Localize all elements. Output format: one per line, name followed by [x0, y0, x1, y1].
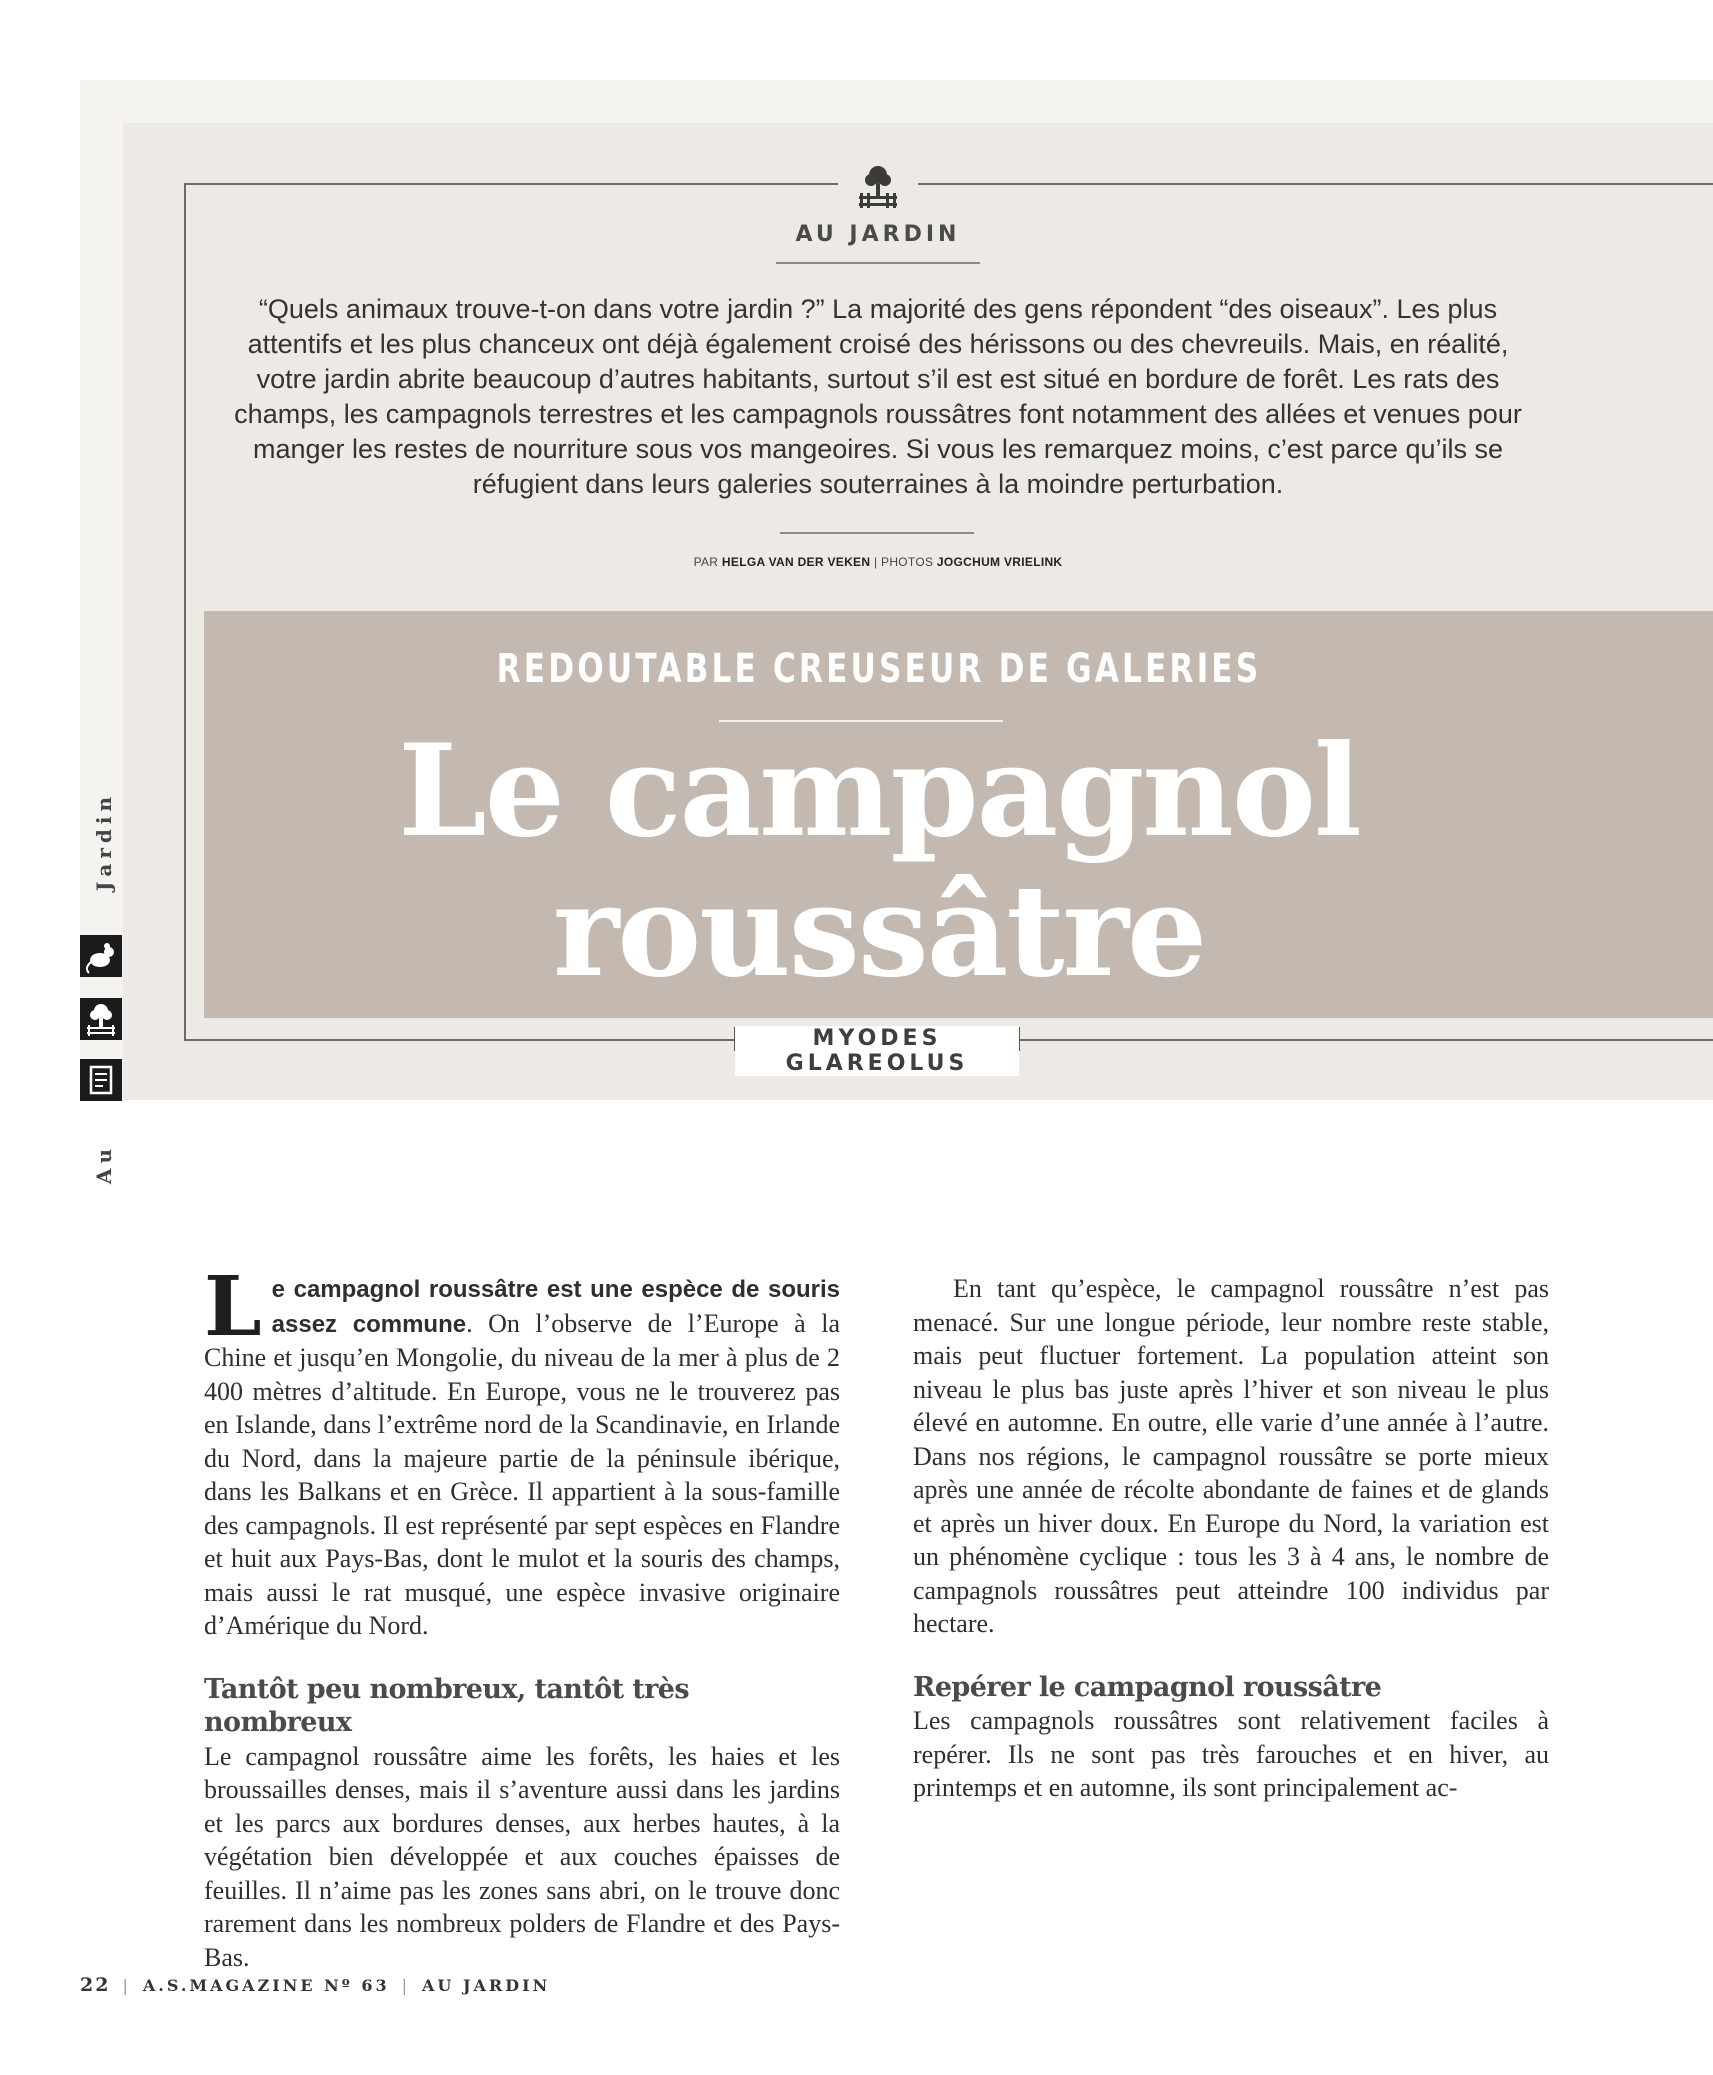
credits-by-label: PAR	[693, 555, 719, 569]
author-name: HELGA VAN DER VEKEN	[721, 555, 871, 569]
page-footer	[80, 1974, 550, 1996]
article-paragraph-3: En tant qu’espèce, le campagnol roussâtre n’est pas menacé. Sur une longue période, leur nombre reste stable, mais peut fluctuer fortement. La population atteint son niveau le plus bas juste après l’hiver et son niveau le plus élevé en automne. En outre, elle varie d’une année à l’autre. Dans nos régions, le campagnol roussâtre se porte mieux après une année de récolte abondante de faines et de glands et après un hiver doux. En Europe du Nord, la variation est un phénomène cyclique : tous les 3 à 4 ans, le nombre de campagnols roussâtres peut atteindre 100 individus par hectare.	[913, 1274, 1549, 1638]
article-subheading-1: Tantôt peu nombreux, tantôt très nombreux	[204, 1673, 689, 1738]
credits-separator: |	[873, 555, 878, 569]
article-title-line-1: Le campagnol	[398, 717, 1360, 865]
article-column-right	[913, 1205, 1549, 1272]
article-title-line-2: roussâtre	[552, 857, 1206, 1005]
frame-top-right	[918, 183, 1713, 185]
section-label: AU JARDIN	[795, 222, 961, 247]
drop-cap: L	[204, 1259, 262, 1355]
photographer-name: JOGCHUM VRIELINK	[936, 555, 1063, 569]
intro-paragraph: “Quels animaux trouve-t-on dans votre jardin ?” La majorité des gens répondent “des oiseaux”. Les plus attentifs et les plus chanceux ont déjà également croisé des hérissons ou des chevreuils. Mais, en réalité, votre jardin abrite beaucoup d’autres habitants, surtout s’il est est situé en bordure de forêt. Les rats des champs, les campagnols terrestres et les campagnols roussâtres font notamment des allées et venues pour manger les restes de nourriture sous vos mangeoires. Si vous les remarquez moins, c’est parce qu’ils se réfugient dans leurs galeries souterraines à la moindre perturbation.	[234, 294, 1522, 499]
sidebar-word-jardin: Jardin	[92, 792, 116, 892]
frame-bottom-right	[1019, 1039, 1713, 1041]
mouse-icon	[80, 935, 122, 977]
article-lead: e campagnol roussâtre est une espèce de souris assez commune	[271, 1276, 840, 1338]
article-paragraph-4: Les campagnols roussâtres sont relativement faciles à repérer. Ils ne sont pas très farouches et en hiver, au printemps et en automne, ils sont principalement ac-	[913, 1706, 1549, 1802]
credits-photos-label: PHOTOS	[881, 555, 934, 569]
frame-bottom-left	[184, 1039, 735, 1041]
intro-rule	[780, 532, 974, 534]
article-subtitle: REDOUTABLE CREUSEUR DE GALERIES	[496, 646, 1262, 692]
article-column-right-body	[913, 1272, 1549, 1805]
frame-left	[184, 183, 186, 1041]
section-label-rule	[776, 262, 980, 264]
tree-fence-icon	[80, 998, 122, 1040]
article-title	[204, 717, 1554, 1005]
title-block	[204, 611, 1713, 1018]
latin-name: MYODES GLAREOLUS	[735, 1026, 1019, 1076]
article-subheading-2: Repérer le campagnol roussâtre	[913, 1671, 1382, 1703]
magazine-name: A.S.MAGAZINE Nº 63	[142, 1976, 390, 1995]
credits-line	[520, 555, 1236, 569]
article-paragraph-2-continued	[913, 1205, 1549, 1272]
footer-section: AU JARDIN	[422, 1976, 551, 1995]
article-paragraph-1	[204, 1259, 840, 1643]
document-checklist-icon	[80, 1059, 122, 1101]
frame-top-left	[184, 183, 838, 185]
article-paragraph-1-text: . On l’observe de l’Europe à la Chine et jusqu’en Mongolie, du niveau de la mer à plus de 2 400 mètres d’altitude. En Europe, vous ne le trouverez pas en Islande, dans l’extrême nord de la Scandinavie, en Irlande du Nord, dans la majeure partie de la péninsule ibérique, dans les Balkans et en Grèce. Il appartient à la sous-famille des campagnols. Il est représenté par sept espèces en Flandre et huit aux Pays-Bas, dont le mulot et la souris des champs, mais aussi le rat musqué, une espèce invasive originaire d’Amérique du Nord.	[204, 1308, 840, 1640]
tree-fence-icon	[856, 162, 900, 208]
footer-separator: |	[401, 1976, 410, 1995]
sidebar-word-au: Au	[92, 1144, 116, 1185]
page-number: 22	[80, 1974, 111, 1996]
footer-separator: |	[122, 1976, 131, 1995]
article-column-left	[204, 1259, 840, 2075]
article-paragraph-2: Le campagnol roussâtre aime les forêts, les haies et les broussailles denses, mais il s’aventure aussi dans les jardins et les parcs aux bordures denses, aux herbes hautes, à la végétation bien développée et aux couches épaisses de feuilles. Il n’aime pas les zones sans abri, on le trouve donc rarement dans les nombreux polders de Flandre et des Pays-Bas.	[204, 1741, 840, 1972]
